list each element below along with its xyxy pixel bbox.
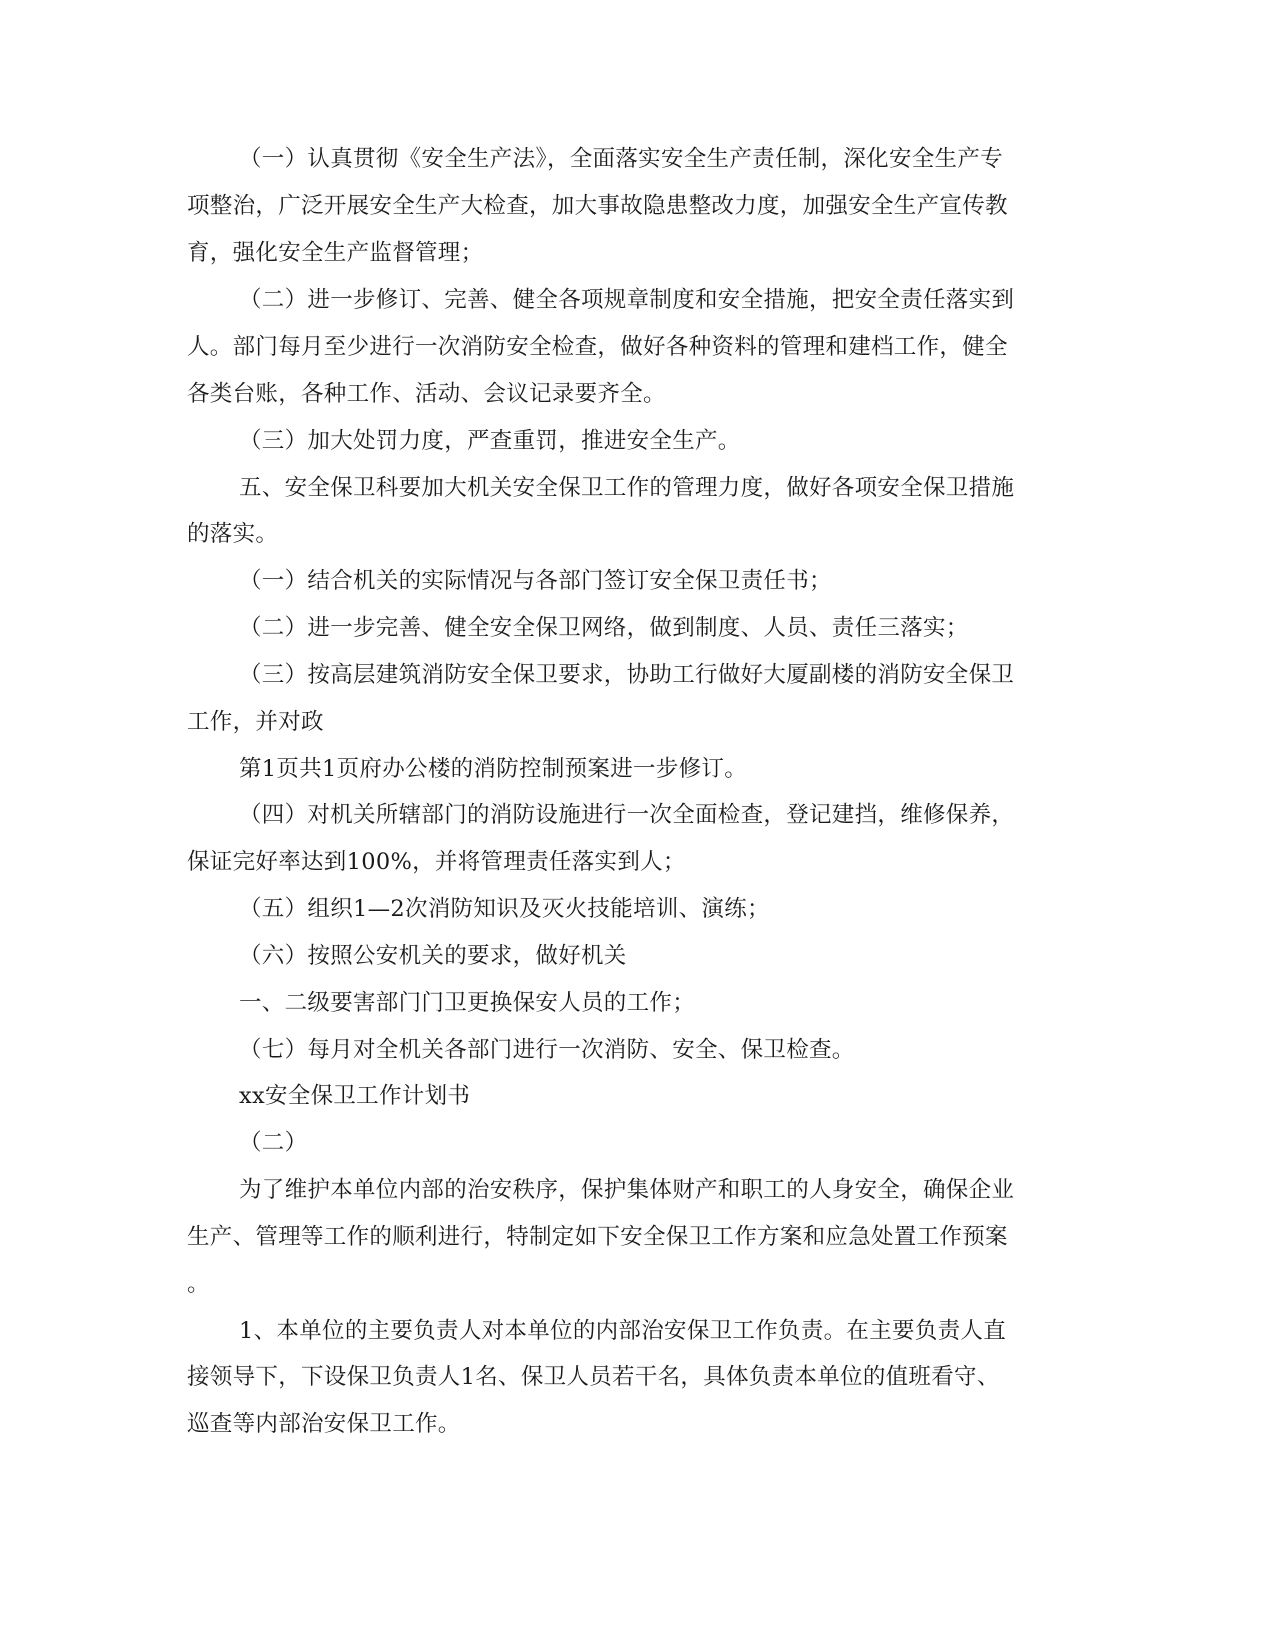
paragraph-line: 第1页共1页府办公楼的消防控制预案进一步修订。	[239, 756, 748, 782]
section-number: （二）	[239, 1130, 308, 1156]
section-heading: 五、安全保卫科要加大机关安全保卫工作的管理力度，做好各项安全保卫措施	[239, 475, 1015, 501]
paragraph-line: （七）每月对全机关各部门进行一次消防、安全、保卫检查。	[239, 1037, 855, 1063]
paragraph-line: （一）认真贯彻《安全生产法》，全面落实安全生产责任制，深化安全生产专	[239, 146, 1003, 172]
paragraph-line: （二）进一步修订、完善、健全各项规章制度和安全措施，把安全责任落实到	[239, 287, 1015, 313]
paragraph-line: 的落实。	[187, 521, 279, 547]
paragraph-line: 育，强化安全生产监督管理；	[187, 240, 484, 266]
paragraph-line: （三）加大处罚力度，严查重罚，推进安全生产。	[239, 428, 741, 454]
paragraph-line: 项整治，广泛开展安全生产大检查，加大事故隐患整改力度，加强安全生产宣传教	[187, 193, 1008, 219]
paragraph-line: 人。部门每月至少进行一次消防安全检查，做好各种资料的管理和建档工作，健全	[187, 334, 1008, 360]
paragraph-line: （六）按照公安机关的要求，做好机关	[239, 943, 627, 969]
paragraph-line: 。	[187, 1271, 210, 1297]
paragraph-line: 各类台账，各种工作、活动、会议记录要齐全。	[187, 381, 666, 407]
paragraph-line: 一、二级要害部门门卫更换保安人员的工作；	[239, 990, 696, 1016]
paragraph-line: （五）组织1—2次消防知识及灭火技能培训、演练；	[239, 896, 770, 922]
paragraph-line: （一）结合机关的实际情况与各部门签订安全保卫责任书；	[239, 568, 832, 594]
paragraph-line: 工作，并对政	[187, 709, 324, 735]
paragraph-line: 接领导下，下设保卫负责人1名、保卫人员若干名，具体负责本单位的值班看守、	[187, 1364, 1000, 1390]
paragraph-line: 1、本单位的主要负责人对本单位的内部治安保卫工作负责。在主要负责人直	[239, 1318, 1007, 1344]
paragraph-line: 生产、管理等工作的顺利进行，特制定如下安全保卫工作方案和应急处置工作预案	[187, 1224, 1008, 1250]
paragraph-line: 保证完好率达到100%，并将管理责任落实到人；	[187, 849, 686, 875]
paragraph-line: 为了维护本单位内部的治安秩序，保护集体财产和职工的人身安全，确保企业	[239, 1177, 1015, 1203]
document-title: xx安全保卫工作计划书	[239, 1083, 471, 1109]
paragraph-line: （三）按高层建筑消防安全保卫要求，协助工行做好大厦副楼的消防安全保卫	[239, 662, 1015, 688]
paragraph-line: （四）对机关所辖部门的消防设施进行一次全面检查，登记建挡，维修保养，	[239, 802, 1015, 828]
paragraph-line: （二）进一步完善、健全安全保卫网络，做到制度、人员、责任三落实；	[239, 615, 969, 641]
paragraph-line: 巡查等内部治安保卫工作。	[187, 1411, 461, 1437]
